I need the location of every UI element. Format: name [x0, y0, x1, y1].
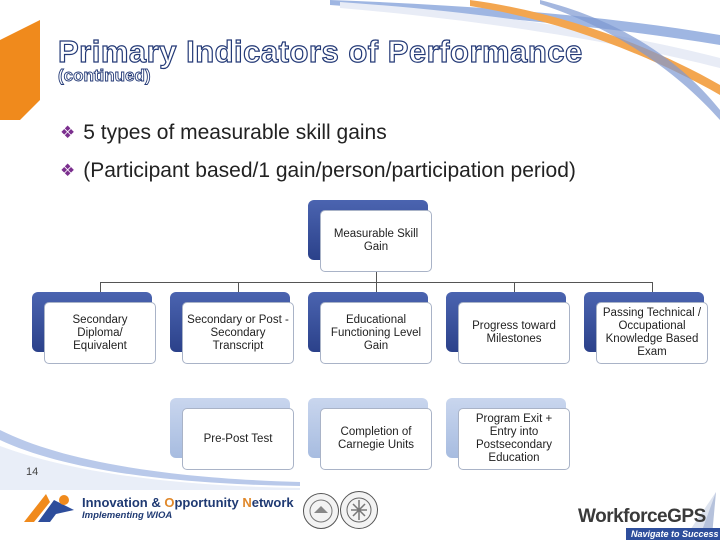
- node-label: Measurable Skill Gain: [320, 210, 432, 272]
- footer-swoosh-graphic: [0, 410, 300, 490]
- node-label: Educational Functioning Level Gain: [320, 302, 432, 364]
- node-label: Secondary or Post -Secondary Transcript: [182, 302, 294, 364]
- ion-name: Innovation & Opportunity Network: [82, 495, 294, 510]
- bullet-item: [60, 159, 576, 183]
- connector-line: [100, 282, 653, 283]
- diamond-bullet-icon: ❖: [60, 123, 76, 142]
- ion-mark-icon: [20, 488, 78, 528]
- node-label: Completion of Carnegie Units: [320, 408, 432, 470]
- node-label: Secondary Diploma/ Equivalent: [44, 302, 156, 364]
- orange-corner-shape: [0, 20, 40, 120]
- ed-seal-icon: [340, 491, 378, 529]
- node-label: Program Exit + Entry into Postsecondary Education: [458, 408, 570, 470]
- workforcegps-logo: [574, 490, 720, 540]
- workforcegps-name: WorkforceGPS: [578, 506, 706, 527]
- workforcegps-tagline: Navigate to Success: [626, 528, 720, 540]
- bullet-item: [60, 121, 387, 145]
- ion-tagline: Implementing WIOA: [82, 510, 173, 521]
- page-subtitle: (continued): [58, 66, 151, 85]
- node-label: Passing Technical / Occupational Knowledge Based Exam: [596, 302, 708, 364]
- node-label: Pre-Post Test: [182, 408, 294, 470]
- ion-logo: [20, 488, 294, 528]
- bullet-text: (Participant based/1 gain/person/participation period): [83, 159, 576, 182]
- diamond-bullet-icon: ❖: [60, 161, 76, 180]
- page-number: 14: [26, 466, 39, 478]
- bullet-text: 5 types of measurable skill gains: [83, 121, 387, 144]
- node-label: Progress toward Milestones: [458, 302, 570, 364]
- page-title: Primary Indicators of Performance: [58, 34, 583, 69]
- dol-seal-icon: [303, 493, 339, 529]
